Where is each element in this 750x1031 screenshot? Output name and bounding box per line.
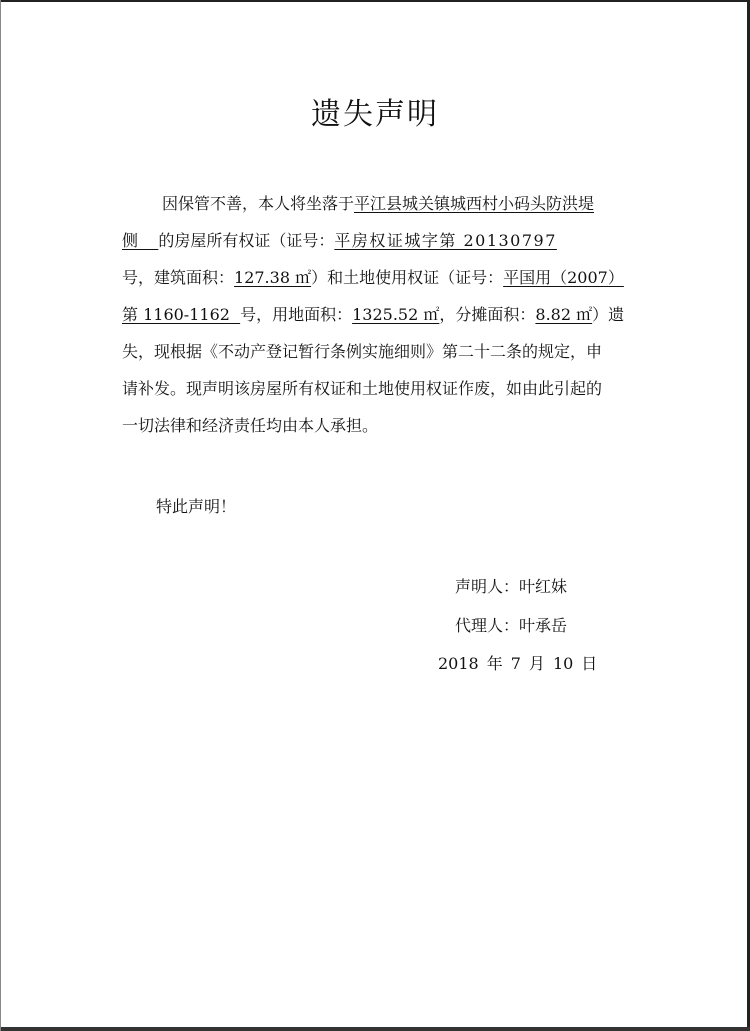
paragraph-text: ）和土地使用权证（证号：	[311, 268, 504, 287]
agent-name: 叶承岳	[519, 616, 568, 635]
scan-edge-left	[0, 0, 1, 1031]
date-year-unit: 年	[486, 654, 503, 673]
land-cert-number-value-end: 第 1160-1162	[122, 305, 230, 324]
document-title: 遗失声明	[311, 97, 439, 132]
building-area-value: 127.38 ㎡	[234, 268, 312, 287]
paragraph-line-5	[122, 333, 632, 370]
paragraph-text: 一切法律和经济责任均由本人承担。	[122, 416, 379, 435]
declarant-label: 声明人：	[455, 577, 520, 596]
paragraph-line-7	[122, 407, 632, 444]
paragraph-text: 失，现根据《不动产登记暂行条例实施细则》第二十二条的规定，申	[122, 342, 603, 361]
scan-edge-top	[0, 0, 750, 2]
date-year: 2018	[438, 654, 479, 673]
closing-statement: 特此声明！	[156, 497, 237, 516]
paragraph-text: ，分摊面积：	[439, 305, 536, 324]
paragraph-line-2	[122, 222, 632, 259]
land-area-value: 1325.52 ㎡	[352, 305, 440, 324]
paragraph-line-6	[122, 370, 632, 407]
paragraph-line-1	[122, 185, 632, 222]
property-location-value: 平江县城关镇城西村小码头防洪堤	[354, 194, 595, 213]
paragraph-text: 请补发。现声明该房屋所有权证和土地使用权证作废，如由此引起的	[122, 379, 603, 398]
paragraph-line-4	[122, 296, 632, 333]
scan-edge-bottom	[0, 1027, 750, 1031]
declaration-paragraph	[122, 185, 632, 444]
agent-label: 代理人：	[455, 616, 520, 635]
property-location-value-end: 侧	[122, 231, 139, 250]
paragraph-text: ）遗	[592, 305, 625, 324]
date-month: 7	[510, 654, 521, 673]
house-cert-number-value: 平房权证城字第 20130797	[334, 231, 557, 250]
date-day: 10	[552, 654, 574, 673]
paragraph-text: 号，用地面积：	[240, 305, 353, 324]
agent-line	[455, 611, 567, 641]
declarant-name: 叶红妹	[519, 577, 568, 596]
paragraph-text: 号，建筑面积：	[122, 268, 235, 287]
land-cert-number-value: 平国用（2007）	[503, 268, 624, 287]
paragraph-line-3	[122, 259, 632, 296]
declarant-line	[455, 572, 567, 602]
date-month-unit: 月	[528, 654, 545, 673]
paragraph-text: 因保管不善，本人将坐落于	[162, 194, 355, 213]
declaration-date	[438, 649, 605, 679]
paragraph-text: 的房屋所有权证（证号：	[158, 231, 335, 250]
shared-area-value: 8.82 ㎡	[535, 305, 593, 324]
date-day-unit: 日	[581, 654, 598, 673]
